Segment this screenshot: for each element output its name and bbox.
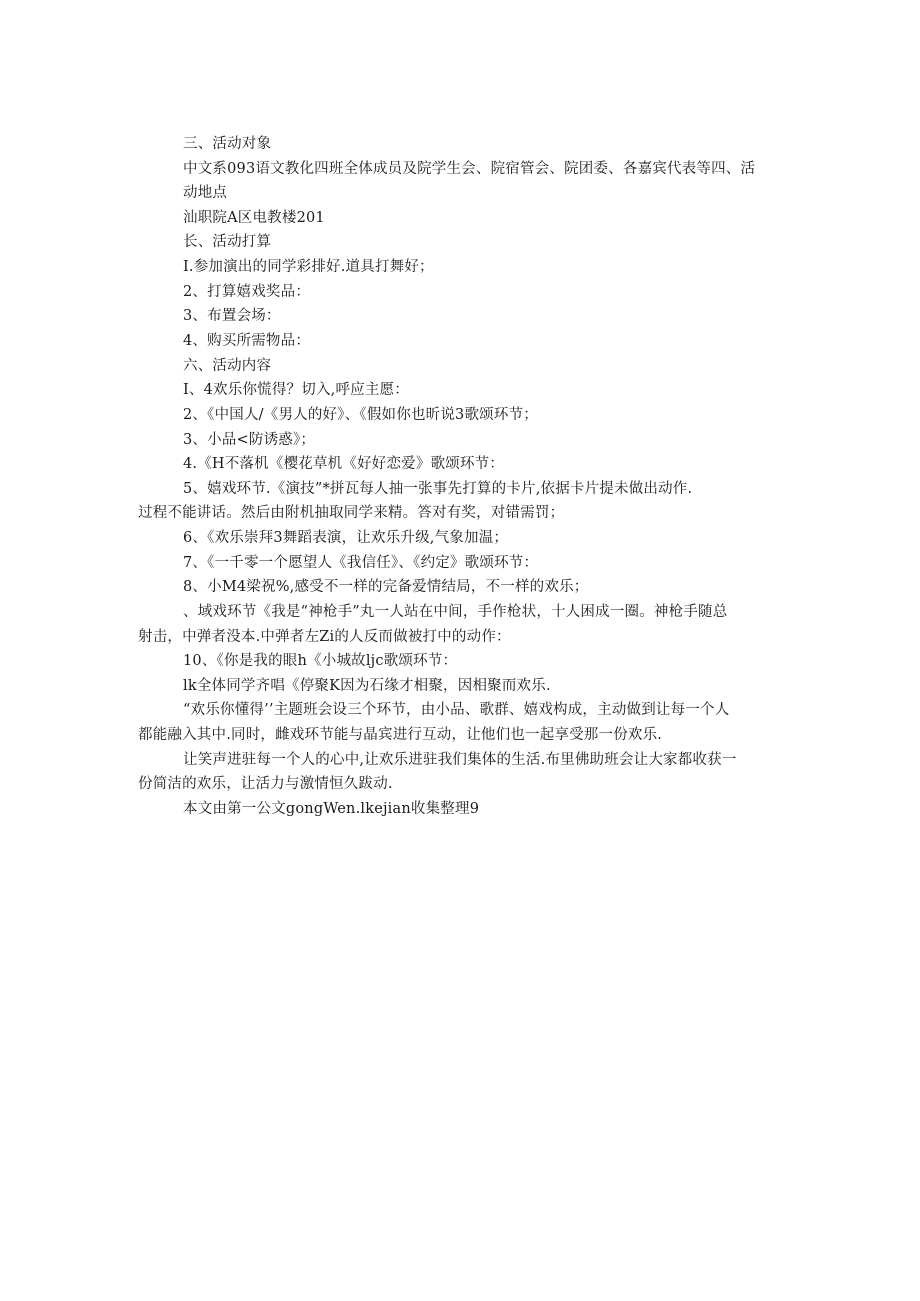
- paragraph-line: 让笑声进驻每一个人的心中,让欢乐进驻我们集体的生活.布里佛助班会让大家都收获一: [183, 752, 737, 768]
- list-item: I、4欢乐你慌得？切入,呼应主愿：: [183, 382, 409, 398]
- paragraph-line: 都能融入其中.同时，雌戏环节能与晶宾进行互动，让他们也一起享受那一份欢乐.: [138, 727, 663, 743]
- paragraph-line: 份简洁的欢乐，让活力与激情恒久跋动.: [138, 776, 393, 792]
- list-item: 4.《H不落机《樱花草机《好好恋爱》歌颂环节：: [183, 456, 505, 472]
- section-heading-activity-target: 三、活动对象: [183, 136, 272, 152]
- list-item: 3、小品<防诱惑》；: [183, 432, 316, 448]
- list-item: 、域戏环节《我是“神枪手”丸一人站在中间，手作枪状，十人困成一圈。神枪手随总: [183, 604, 728, 620]
- paragraph-line: “欢乐你懂得’’主题班会设三个环节，由小品、歌群、嬉戏构成，主动做到让每一个人: [183, 702, 730, 718]
- list-item: 2、打算嬉戏奖品：: [183, 284, 311, 300]
- list-item: 4、购买所需物品：: [183, 333, 311, 349]
- section-heading-activity-plan: 长、活动打算: [183, 234, 272, 250]
- list-item: 10、《你是我的眼h《小城故ljc歌颂环节：: [183, 653, 458, 669]
- text-line: 射击，中弹者没本.中弹者左Zi的人反而做被打中的动作：: [138, 629, 511, 645]
- text-line: 汕职院A区电教楼201: [183, 210, 325, 226]
- list-item: 2、《中国人/《男人的好》、《假如你也昕说3歌颂环节；: [183, 407, 538, 423]
- list-item: lk全体同学齐唱《停聚K因为石缘才相聚，因相聚而欢乐.: [183, 678, 551, 694]
- list-item: 6、《欢乐崇拜3舞蹈表演，让欢乐升级,气象加温；: [183, 530, 509, 546]
- text-line: 过程不能讲话。然后由附机抽取同学来精。答对有奖，对错需罚；: [138, 505, 565, 521]
- list-item: I.参加演出的同学彩排好.道具打舞好；: [183, 259, 434, 275]
- text-line: 中文系093语文教化四班全体成员及院学生会、院宿管会、院团委、各嘉宾代表等四、活: [183, 161, 756, 177]
- list-item: 7、《一千零一个愿望人《我信任》、《约定》歌颂环节：: [183, 555, 539, 571]
- list-item: 5、嬉戏环节.《演技”*拼瓦每人抽一张事先打算的卡片,依据卡片提未做出动作.: [183, 481, 693, 497]
- list-item: 8、小M4梁祝%,感受不一样的完备爱情结局，不一样的欢乐；: [183, 579, 589, 595]
- text-line: 动地点: [183, 185, 228, 201]
- list-item: 3、布置会场：: [183, 308, 281, 324]
- section-heading-activity-content: 六、活动内容: [183, 358, 272, 374]
- source-note: 本文由第一公文gongWen.lkejian收集整理9: [183, 801, 480, 817]
